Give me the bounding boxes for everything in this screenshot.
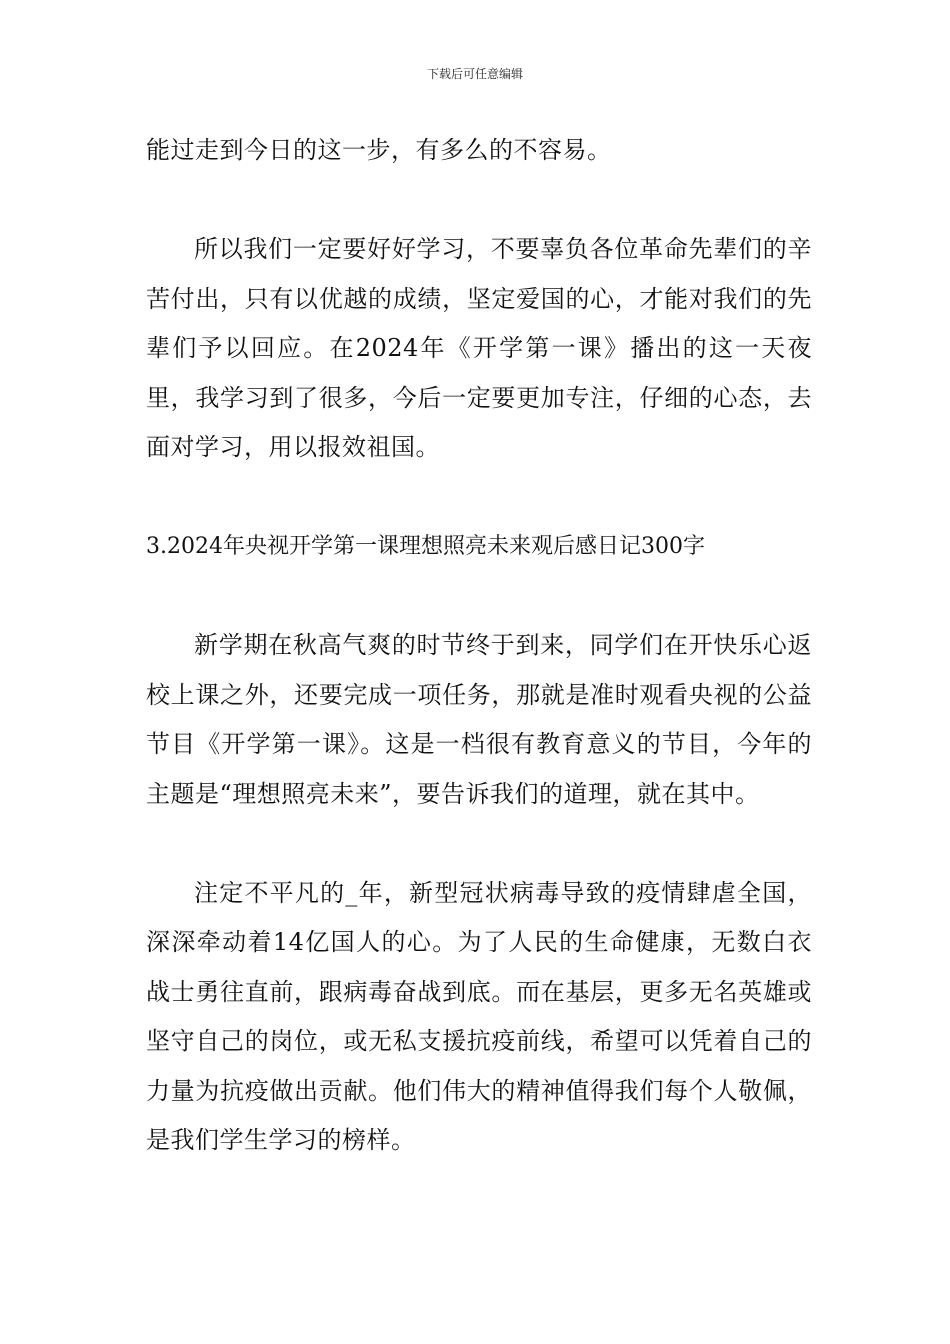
paragraph-continuation: 能过走到今日的这一步，有多么的不容易。	[146, 136, 612, 164]
document-body	[146, 126, 812, 1215]
paragraph-epidemic: 注定不平凡的_年，新型冠状病毒导致的疫情肆虐全国，深深牵动着14亿国人的心。为了人民的生命健康，无数白衣战士勇往直前，跟病毒奋战到底。而在基层，更多无名英雄或坚守自己的岗位，或无私支援抗疫前线，希望可以凭着自己的力量为抗疫做出贡献。他们伟大的精神值得我们每个人敬佩，是我们学生学习的榜样。	[146, 878, 812, 1154]
page-header-note: 下载后可任意编辑	[426, 67, 523, 81]
paragraph-new-semester: 新学期在秋高气爽的时节终于到来，同学们在开快乐心返校上课之外，还要完成一项任务，那就是准时观看央视的公益节目《开学第一课》。这是一档很有教育意义的节目，今年的主题是“理想照亮未来”，要告诉我们的道理，就在其中。	[146, 631, 812, 808]
section-heading-3: 3.2024年央视开学第一课理想照亮未来观后感日记300字	[146, 534, 705, 559]
paragraph-study-hard: 所以我们一定要好好学习，不要辜负各位革命先辈们的辛苦付出，只有以优越的成绩，坚定爱国的心，才能对我们的先辈们予以回应。在2024年《开学第一课》播出的这一天夜里，我学习到了很多，今后一定要更加专注，仔细的心态，去面对学习，用以报效祖国。	[146, 235, 812, 461]
